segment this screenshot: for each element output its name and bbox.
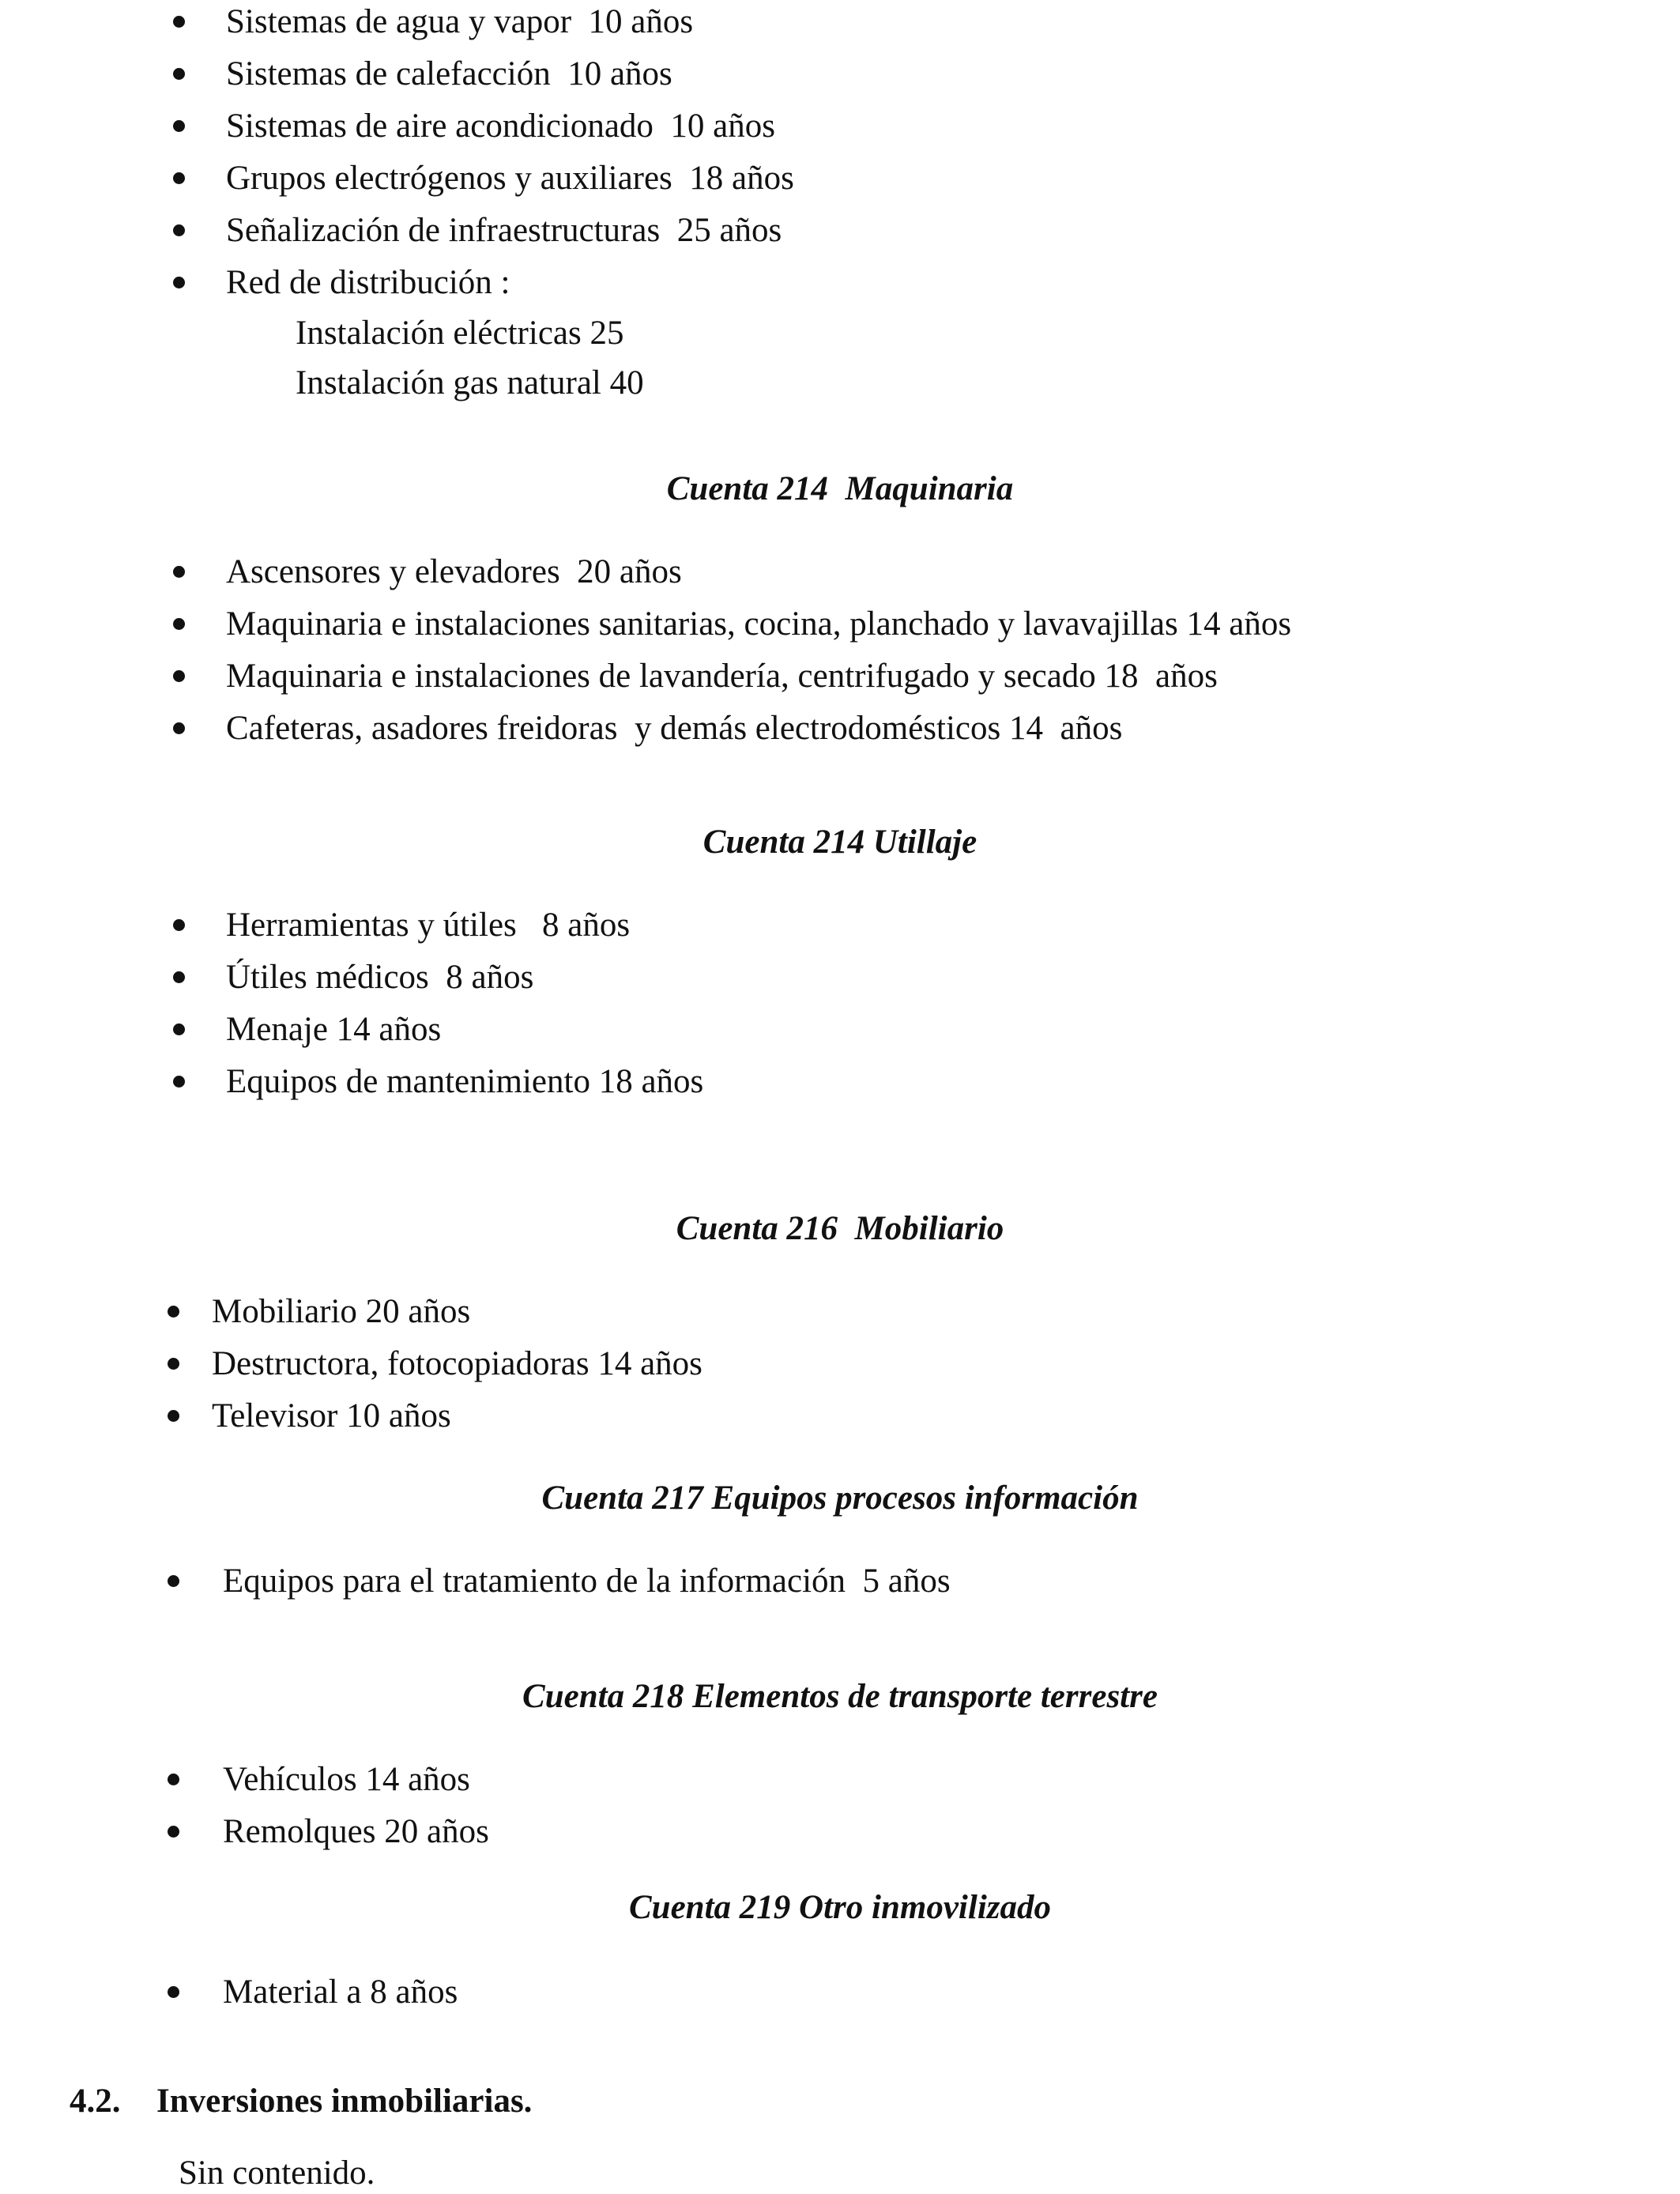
heading-utillaje: Cuenta 214 Utillaje: [703, 824, 977, 861]
bullet-dot: [168, 1774, 179, 1785]
list-item: Equipos para el tratamiento de la información 5 años: [223, 1563, 951, 1600]
list-item: Maquinaria e instalaciones de lavandería, centrifugado y secado 18 años: [226, 658, 1218, 695]
bullet-dot: [173, 1023, 185, 1035]
list-item: Equipos de mantenimiento 18 años: [226, 1063, 704, 1100]
list-item: Maquinaria e instalaciones sanitarias, cocina, planchado y lavavajillas 14 años: [226, 605, 1292, 643]
bullet-dot: [168, 1358, 179, 1370]
list-item: Sistemas de agua y vapor 10 años: [226, 3, 694, 40]
list-item: Sistemas de calefacción 10 años: [226, 55, 672, 92]
section-body: Sin contenido.: [179, 2154, 375, 2192]
bullet-dot: [173, 68, 185, 80]
sub-list-item: Instalación eléctricas 25: [296, 315, 624, 352]
bullet-dot: [173, 618, 185, 630]
bullet-dot: [173, 919, 185, 931]
bullet-dot: [173, 172, 185, 184]
section-title: Inversiones inmobiliarias.: [156, 2083, 533, 2120]
bullet-dot: [168, 1986, 179, 1998]
list-item: Menaje 14 años: [226, 1011, 442, 1048]
list-item: Televisor 10 años: [212, 1397, 451, 1434]
sub-list-item: Instalación gas natural 40: [296, 364, 644, 401]
bullet-dot: [173, 16, 185, 28]
bullet-dot: [173, 277, 185, 288]
bullet-dot: [173, 1076, 185, 1088]
bullet-dot: [168, 1575, 179, 1587]
section-number: 4.2.: [70, 2083, 121, 2120]
bullet-dot: [173, 971, 185, 983]
list-item: Material a 8 años: [223, 1973, 458, 2011]
bullet-dot: [168, 1410, 179, 1422]
list-item: Mobiliario 20 años: [212, 1293, 471, 1330]
bullet-dot: [168, 1306, 179, 1318]
list-item: Grupos electrógenos y auxiliares 18 años: [226, 160, 794, 197]
list-item: Red de distribución :: [226, 264, 510, 301]
bullet-dot: [173, 224, 185, 236]
list-item: Ascensores y elevadores 20 años: [226, 553, 682, 590]
heading-maquinaria: Cuenta 214 Maquinaria: [666, 470, 1014, 507]
list-item: Sistemas de aire acondicionado 10 años: [226, 107, 775, 145]
list-item: Señalización de infraestructuras 25 años: [226, 212, 782, 249]
list-item: Útiles médicos 8 años: [226, 959, 534, 996]
bullet-dot: [173, 670, 185, 682]
bullet-dot: [173, 722, 185, 734]
heading-transporte: Cuenta 218 Elementos de transporte terrestre: [522, 1678, 1158, 1715]
list-item: Cafeteras, asadores freidoras y demás electrodomésticos 14 años: [226, 710, 1123, 747]
list-item: Vehículos 14 años: [223, 1761, 470, 1798]
bullet-dot: [173, 566, 185, 578]
list-item: Remolques 20 años: [223, 1813, 489, 1850]
list-item: Herramientas y útiles 8 años: [226, 907, 631, 944]
bullet-dot: [173, 120, 185, 132]
heading-mobiliario: Cuenta 216 Mobiliario: [676, 1210, 1004, 1247]
bullet-dot: [168, 1826, 179, 1838]
heading-equipos: Cuenta 217 Equipos procesos información: [541, 1480, 1139, 1517]
heading-otro: Cuenta 219 Otro inmovilizado: [629, 1889, 1051, 1926]
list-item: Destructora, fotocopiadoras 14 años: [212, 1345, 703, 1382]
